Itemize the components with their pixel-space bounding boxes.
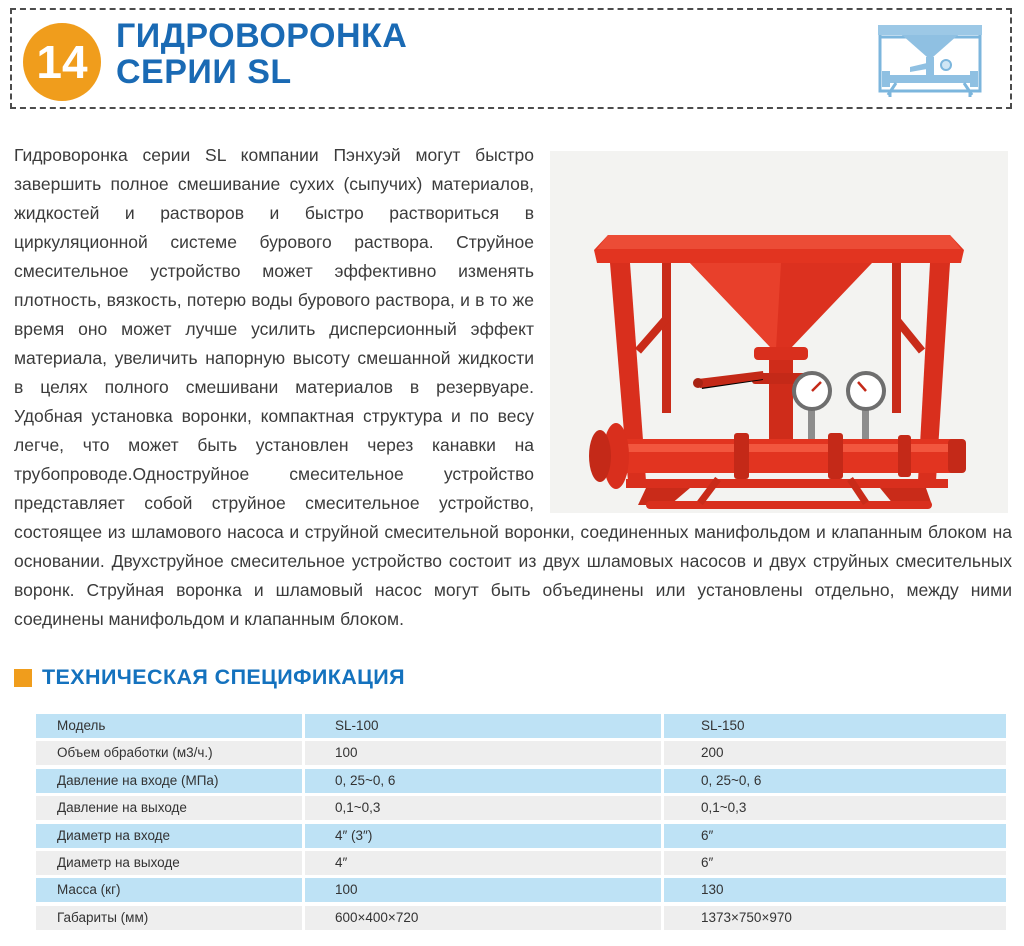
- section-header: [14, 665, 405, 690]
- spec-value-sl100: 0, 25~0, 6: [305, 769, 661, 793]
- page-title-line2: СЕРИИ SL: [116, 53, 292, 91]
- spec-label: Модель: [36, 714, 302, 738]
- table-row: [36, 878, 1006, 902]
- spec-label: Давление на выходе: [36, 796, 302, 820]
- table-row: [36, 769, 1006, 793]
- page-title: [116, 18, 407, 90]
- spec-label: Давление на входе (МПа): [36, 769, 302, 793]
- section-bullet-icon: [14, 669, 32, 687]
- chapter-number: 14: [36, 36, 88, 88]
- spec-value-sl150: 200: [664, 741, 1006, 765]
- description-text: Гидроворонка серии SL компании Пэнхуэй могут быстро завершить полное смешивание сухих (сыпучих) материалов, жидкостей и растворов и быстро раствориться в циркуляционной системе бурового раствора. Струйное смесительное устройство может эффективно изменять плотность, вязкость, потерю воды бурового раствора, и в то же время оно может лучше усилить дисперсионный эффект материала, увеличить напорную высоту смешанной жидкости в целях полного смешивани материалов в резервуаре. Удобная установка воронки, компактная структура и по весу легче, что может быть установлен через канавки на трубопроводе.Одноструйное смесительное устройство представляет собой струйное смесительное устройство, состоящее из шламового насоса и струйной смесительной воронки, соединенных манифольдом и клапанным блоком на основании. Двухструйное смесительное устройство состоит из двух шламовых насосов и двух струйных смесительных воронк. Струйная воронка и шламовый насос могут быть объединены или установлены отдельно, между ними соединены манифольдом и клапанным блоком.: [14, 145, 1012, 629]
- spec-value-sl100: 0,1~0,3: [305, 796, 661, 820]
- spec-value-sl150: 6″: [664, 824, 1006, 848]
- table-row: [36, 796, 1006, 820]
- spec-value-sl150: 0, 25~0, 6: [664, 769, 1006, 793]
- chapter-number-badge: [23, 23, 101, 101]
- spec-label: Диаметр на выходе: [36, 851, 302, 875]
- spec-value-sl100: 600×400×720: [305, 906, 661, 930]
- spec-label: Габариты (мм): [36, 906, 302, 930]
- spec-value-sl100: 100: [305, 878, 661, 902]
- spec-value-sl100: SL-100: [305, 714, 661, 738]
- table-row: [36, 741, 1006, 765]
- table-row: [36, 824, 1006, 848]
- page-title-line1: ГИДРОВОРОНКА: [116, 17, 408, 55]
- spec-value-sl150: 1373×750×970: [664, 906, 1006, 930]
- product-description: [14, 141, 1012, 634]
- spec-label: Диаметр на входе: [36, 824, 302, 848]
- product-schematic-icon: [866, 15, 994, 104]
- header: [10, 8, 1012, 109]
- spec-value-sl100: 4″ (3″): [305, 824, 661, 848]
- spec-value-sl100: 100: [305, 741, 661, 765]
- spec-value-sl150: 6″: [664, 851, 1006, 875]
- product-photo: [550, 141, 1012, 513]
- spec-label: Масса (кг): [36, 878, 302, 902]
- spec-value-sl100: 4″: [305, 851, 661, 875]
- table-row: [36, 906, 1006, 930]
- spec-value-sl150: 0,1~0,3: [664, 796, 1006, 820]
- spec-value-sl150: 130: [664, 878, 1006, 902]
- section-title: ТЕХНИЧЕСКАЯ СПЕЦИФИКАЦИЯ: [42, 665, 405, 689]
- table-row: [36, 851, 1006, 875]
- spec-value-sl150: SL-150: [664, 714, 1006, 738]
- table-row: [36, 714, 1006, 738]
- spec-label: Объем обработки (м3/ч.): [36, 741, 302, 765]
- spec-table: [36, 714, 1006, 933]
